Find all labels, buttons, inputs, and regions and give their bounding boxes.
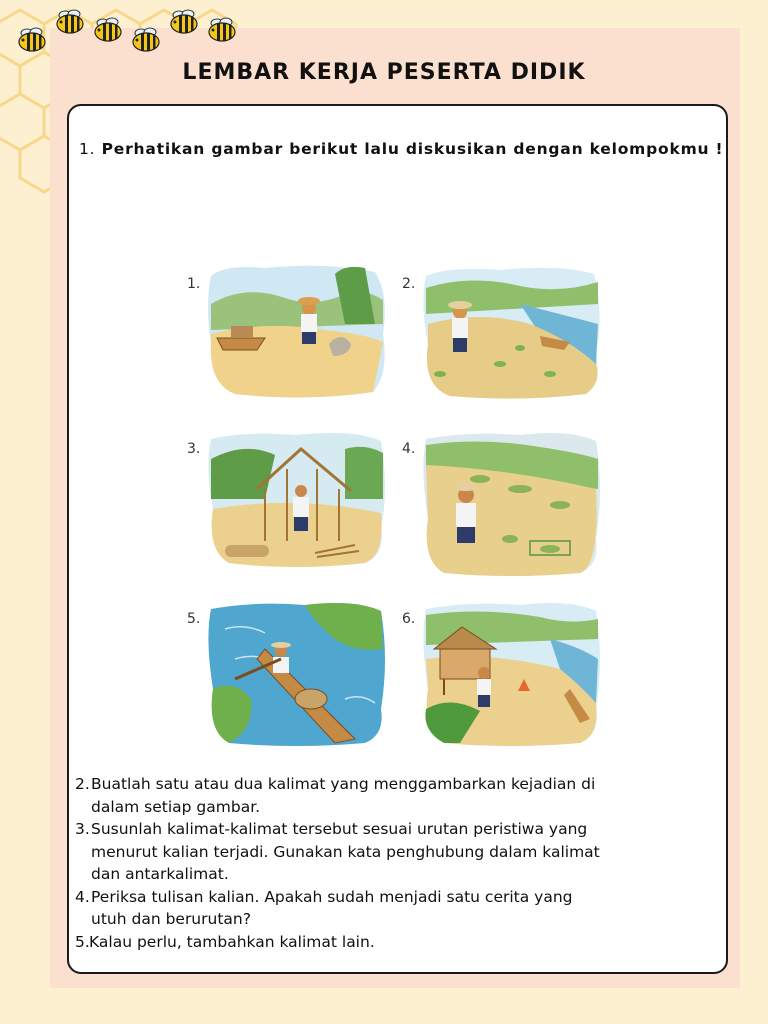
man-beside-finished-hut-illustration xyxy=(420,599,602,749)
instruction-number: 2. xyxy=(75,775,90,793)
page-title: LEMBAR KERJA PESERTA DIDIK xyxy=(182,60,586,85)
question-number: 1. xyxy=(79,140,96,158)
instruction-line: Periksa tulisan kalian. Apakah sudah menjadi satu cerita yang xyxy=(91,887,573,906)
panel-1 xyxy=(181,264,396,429)
bee-icon xyxy=(133,28,159,51)
bee-icon xyxy=(57,10,83,33)
bee-icon xyxy=(95,18,121,41)
instruction-line: dan antarkalimat. xyxy=(91,865,229,883)
instruction-number: 4. xyxy=(75,887,90,906)
instruction-line: Kalau perlu, tambahkan kalimat lain. xyxy=(89,932,375,951)
panel-5 xyxy=(181,599,396,764)
worksheet-card xyxy=(67,104,728,974)
question-1 xyxy=(79,138,723,160)
instruction-number: 3. xyxy=(75,820,90,838)
question-text: Perhatikan gambar berikut lalu diskusikan dengan kelompokmu ! xyxy=(101,140,724,158)
instruction-line: utuh dan berurutan? xyxy=(91,910,251,928)
instruction-line: menurut kalian terjadi. Gunakan kata penghubung dalam kalimat xyxy=(91,842,600,861)
panel-label: 2. xyxy=(402,276,416,292)
instruction-line: Buatlah satu atau dua kalimat yang menggambarkan kejadian di xyxy=(91,775,596,793)
panel-6 xyxy=(396,599,611,764)
panel-4 xyxy=(396,429,611,594)
bee-icon xyxy=(19,28,45,51)
instruction-line: dalam setiap gambar. xyxy=(91,797,261,816)
man-surprised-by-field-illustration xyxy=(420,429,602,579)
panel-label: 3. xyxy=(187,441,201,457)
panel-2 xyxy=(396,264,611,429)
panel-label: 1. xyxy=(187,276,201,292)
man-building-hut-illustration xyxy=(205,429,387,569)
bee-icon xyxy=(209,18,235,41)
instruction-item xyxy=(75,886,715,931)
bee-icon xyxy=(171,10,197,33)
instruction-number: 5. xyxy=(75,932,90,951)
instruction-list xyxy=(75,773,715,953)
instruction-line: Susunlah kalimat-kalimat tersebut sesuai urutan peristiwa yang xyxy=(91,820,588,838)
instruction-item xyxy=(75,818,715,886)
man-exploring-riverbank-illustration xyxy=(420,264,602,399)
instruction-item xyxy=(75,931,715,954)
instruction-item xyxy=(75,773,715,818)
panel-label: 5. xyxy=(187,611,201,627)
panel-label: 4. xyxy=(402,441,416,457)
illustration-grid xyxy=(181,264,611,759)
man-paddling-canoe-illustration xyxy=(205,599,387,749)
panel-3 xyxy=(181,429,396,594)
panel-label: 6. xyxy=(402,611,416,627)
man-carrying-sack-by-boat-illustration xyxy=(205,264,387,399)
